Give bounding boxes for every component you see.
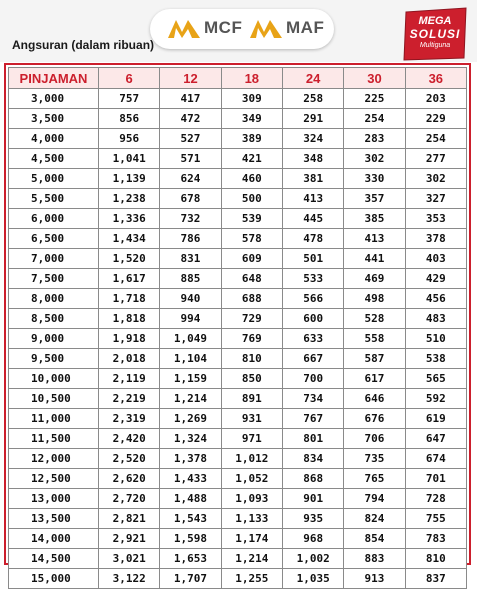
installment-cell: 734 bbox=[282, 389, 343, 409]
installment-cell: 1,718 bbox=[99, 289, 160, 309]
installment-cell: 767 bbox=[282, 409, 343, 429]
installment-cell: 1,049 bbox=[160, 329, 221, 349]
installment-cell: 472 bbox=[160, 109, 221, 129]
installment-cell: 931 bbox=[221, 409, 282, 429]
installment-cell: 648 bbox=[221, 269, 282, 289]
installment-cell: 527 bbox=[160, 129, 221, 149]
installment-cell: 1,598 bbox=[160, 529, 221, 549]
table-row bbox=[9, 529, 467, 549]
installment-cell: 417 bbox=[160, 89, 221, 109]
loan-amount-cell: 7,500 bbox=[9, 269, 99, 289]
installment-cell: 901 bbox=[282, 489, 343, 509]
installment-cell: 2,520 bbox=[99, 449, 160, 469]
installment-cell: 1,012 bbox=[221, 449, 282, 469]
installment-cell: 891 bbox=[221, 389, 282, 409]
installment-cell: 856 bbox=[99, 109, 160, 129]
installment-cell: 566 bbox=[282, 289, 343, 309]
loan-amount-cell: 9,000 bbox=[9, 329, 99, 349]
installment-cell: 1,139 bbox=[99, 169, 160, 189]
mountain-logo-icon bbox=[250, 20, 282, 38]
installment-cell: 728 bbox=[405, 489, 466, 509]
installment-cell: 1,336 bbox=[99, 209, 160, 229]
installment-cell: 357 bbox=[344, 189, 405, 209]
installment-cell: 1,434 bbox=[99, 229, 160, 249]
table-row bbox=[9, 349, 467, 369]
installment-cell: 2,018 bbox=[99, 349, 160, 369]
installment-cell: 441 bbox=[344, 249, 405, 269]
installment-cell: 633 bbox=[282, 329, 343, 349]
installment-cell: 324 bbox=[282, 129, 343, 149]
installment-cell: 500 bbox=[221, 189, 282, 209]
installment-cell: 258 bbox=[282, 89, 343, 109]
installment-cell: 1,488 bbox=[160, 489, 221, 509]
installment-cell: 609 bbox=[221, 249, 282, 269]
installment-cell: 854 bbox=[344, 529, 405, 549]
installment-cell: 327 bbox=[405, 189, 466, 209]
table-row bbox=[9, 149, 467, 169]
installment-cell: 349 bbox=[221, 109, 282, 129]
table-row bbox=[9, 409, 467, 429]
loan-amount-cell: 12,500 bbox=[9, 469, 99, 489]
loan-amount-cell: 8,000 bbox=[9, 289, 99, 309]
installment-cell: 968 bbox=[282, 529, 343, 549]
installment-cell: 837 bbox=[405, 569, 466, 589]
installment-cell: 674 bbox=[405, 449, 466, 469]
badge-text-multiguna: Multiguna bbox=[419, 42, 451, 49]
loan-amount-cell: 10,500 bbox=[9, 389, 99, 409]
installment-table bbox=[8, 67, 467, 589]
installment-cell: 385 bbox=[344, 209, 405, 229]
installment-cell: 309 bbox=[221, 89, 282, 109]
table-row bbox=[9, 449, 467, 469]
installment-cell: 831 bbox=[160, 249, 221, 269]
installment-cell: 646 bbox=[344, 389, 405, 409]
installment-cell: 885 bbox=[160, 269, 221, 289]
installment-cell: 429 bbox=[405, 269, 466, 289]
installment-cell: 460 bbox=[221, 169, 282, 189]
installment-cell: 456 bbox=[405, 289, 466, 309]
installment-cell: 1,133 bbox=[221, 509, 282, 529]
loan-amount-cell: 3,000 bbox=[9, 89, 99, 109]
installment-cell: 413 bbox=[282, 189, 343, 209]
installment-cell: 913 bbox=[344, 569, 405, 589]
installment-cell: 277 bbox=[405, 149, 466, 169]
installment-cell: 624 bbox=[160, 169, 221, 189]
installment-cell: 647 bbox=[405, 429, 466, 449]
installment-cell: 2,620 bbox=[99, 469, 160, 489]
installment-cell: 1,238 bbox=[99, 189, 160, 209]
installment-cell: 810 bbox=[405, 549, 466, 569]
installment-cell: 688 bbox=[221, 289, 282, 309]
loan-amount-cell: 8,500 bbox=[9, 309, 99, 329]
table-row bbox=[9, 429, 467, 449]
installment-cell: 1,543 bbox=[160, 509, 221, 529]
installment-cell: 302 bbox=[344, 149, 405, 169]
loan-amount-cell: 9,500 bbox=[9, 349, 99, 369]
installment-cell: 283 bbox=[344, 129, 405, 149]
installment-cell: 678 bbox=[160, 189, 221, 209]
loan-amount-cell: 13,000 bbox=[9, 489, 99, 509]
installment-cell: 701 bbox=[405, 469, 466, 489]
installment-cell: 1,041 bbox=[99, 149, 160, 169]
table-row bbox=[9, 489, 467, 509]
loan-amount-cell: 5,500 bbox=[9, 189, 99, 209]
column-header-loan: PINJAMAN bbox=[9, 68, 99, 89]
installment-cell: 225 bbox=[344, 89, 405, 109]
column-header-tenor: 36 bbox=[405, 68, 466, 89]
table-row bbox=[9, 189, 467, 209]
column-header-tenor: 12 bbox=[160, 68, 221, 89]
loan-amount-cell: 3,500 bbox=[9, 109, 99, 129]
table-subtitle: Angsuran (dalam ribuan) bbox=[12, 38, 155, 52]
table-row bbox=[9, 569, 467, 589]
installment-cell: 834 bbox=[282, 449, 343, 469]
installment-cell: 2,720 bbox=[99, 489, 160, 509]
installment-cell: 254 bbox=[405, 129, 466, 149]
column-header-tenor: 24 bbox=[282, 68, 343, 89]
installment-cell: 483 bbox=[405, 309, 466, 329]
installment-cell: 330 bbox=[344, 169, 405, 189]
table-row bbox=[9, 269, 467, 289]
installment-cell: 1,378 bbox=[160, 449, 221, 469]
installment-cell: 994 bbox=[160, 309, 221, 329]
installment-cell: 1,104 bbox=[160, 349, 221, 369]
installment-cell: 735 bbox=[344, 449, 405, 469]
installment-cell: 794 bbox=[344, 489, 405, 509]
mountain-logo-icon bbox=[168, 20, 200, 38]
installment-cell: 3,021 bbox=[99, 549, 160, 569]
badge-text-mega: MEGA bbox=[418, 15, 452, 27]
installment-cell: 578 bbox=[221, 229, 282, 249]
installment-cell: 824 bbox=[344, 509, 405, 529]
table-row bbox=[9, 229, 467, 249]
installment-cell: 1,255 bbox=[221, 569, 282, 589]
installment-cell: 729 bbox=[221, 309, 282, 329]
installment-cell: 1,002 bbox=[282, 549, 343, 569]
installment-cell: 539 bbox=[221, 209, 282, 229]
loan-amount-cell: 11,000 bbox=[9, 409, 99, 429]
installment-cell: 1,653 bbox=[160, 549, 221, 569]
installment-cell: 810 bbox=[221, 349, 282, 369]
header-bar bbox=[0, 0, 477, 62]
loan-amount-cell: 5,000 bbox=[9, 169, 99, 189]
table-row bbox=[9, 329, 467, 349]
loan-amount-cell: 13,500 bbox=[9, 509, 99, 529]
logo-text-maf: MAF bbox=[286, 18, 325, 37]
installment-cell: 1,707 bbox=[160, 569, 221, 589]
loan-amount-cell: 12,000 bbox=[9, 449, 99, 469]
installment-cell: 1,174 bbox=[221, 529, 282, 549]
installment-cell: 291 bbox=[282, 109, 343, 129]
installment-cell: 538 bbox=[405, 349, 466, 369]
column-header-tenor: 30 bbox=[344, 68, 405, 89]
installment-cell: 1,520 bbox=[99, 249, 160, 269]
installment-cell: 2,821 bbox=[99, 509, 160, 529]
installment-cell: 786 bbox=[160, 229, 221, 249]
installment-cell: 381 bbox=[282, 169, 343, 189]
installment-cell: 755 bbox=[405, 509, 466, 529]
installment-cell: 1,918 bbox=[99, 329, 160, 349]
table-header-row bbox=[9, 68, 467, 89]
logo-text-mcf: MCF bbox=[204, 18, 243, 37]
installment-cell: 1,324 bbox=[160, 429, 221, 449]
installment-cell: 1,818 bbox=[99, 309, 160, 329]
installment-cell: 403 bbox=[405, 249, 466, 269]
badge-text-solusi: SOLUSI bbox=[409, 27, 461, 41]
installment-cell: 706 bbox=[344, 429, 405, 449]
table-row bbox=[9, 289, 467, 309]
table-row bbox=[9, 169, 467, 189]
installment-cell: 348 bbox=[282, 149, 343, 169]
installment-cell: 389 bbox=[221, 129, 282, 149]
installment-cell: 1,214 bbox=[160, 389, 221, 409]
loan-amount-cell: 14,000 bbox=[9, 529, 99, 549]
installment-cell: 1,159 bbox=[160, 369, 221, 389]
installment-cell: 617 bbox=[344, 369, 405, 389]
loan-amount-cell: 4,500 bbox=[9, 149, 99, 169]
installment-cell: 868 bbox=[282, 469, 343, 489]
installment-cell: 1,269 bbox=[160, 409, 221, 429]
table-row bbox=[9, 309, 467, 329]
installment-cell: 2,319 bbox=[99, 409, 160, 429]
installment-cell: 565 bbox=[405, 369, 466, 389]
installment-cell: 850 bbox=[221, 369, 282, 389]
installment-cell: 533 bbox=[282, 269, 343, 289]
installment-cell: 732 bbox=[160, 209, 221, 229]
loan-amount-cell: 6,000 bbox=[9, 209, 99, 229]
installment-cell: 501 bbox=[282, 249, 343, 269]
installment-cell: 592 bbox=[405, 389, 466, 409]
table-row bbox=[9, 369, 467, 389]
installment-cell: 757 bbox=[99, 89, 160, 109]
loan-amount-cell: 14,500 bbox=[9, 549, 99, 569]
installment-cell: 700 bbox=[282, 369, 343, 389]
installment-cell: 935 bbox=[282, 509, 343, 529]
installment-cell: 765 bbox=[344, 469, 405, 489]
installment-cell: 783 bbox=[405, 529, 466, 549]
loan-amount-cell: 11,500 bbox=[9, 429, 99, 449]
installment-cell: 801 bbox=[282, 429, 343, 449]
installment-cell: 2,420 bbox=[99, 429, 160, 449]
installment-cell: 478 bbox=[282, 229, 343, 249]
table-row bbox=[9, 129, 467, 149]
installment-cell: 619 bbox=[405, 409, 466, 429]
loan-amount-cell: 4,000 bbox=[9, 129, 99, 149]
table-row bbox=[9, 469, 467, 489]
installment-cell: 413 bbox=[344, 229, 405, 249]
brand-logo bbox=[150, 9, 334, 49]
installment-cell: 254 bbox=[344, 109, 405, 129]
installment-cell: 421 bbox=[221, 149, 282, 169]
table-row bbox=[9, 549, 467, 569]
installment-cell: 528 bbox=[344, 309, 405, 329]
installment-cell: 956 bbox=[99, 129, 160, 149]
installment-cell: 940 bbox=[160, 289, 221, 309]
installment-cell: 676 bbox=[344, 409, 405, 429]
installment-cell: 2,119 bbox=[99, 369, 160, 389]
installment-cell: 883 bbox=[344, 549, 405, 569]
table-row bbox=[9, 89, 467, 109]
installment-cell: 1,035 bbox=[282, 569, 343, 589]
loan-amount-cell: 10,000 bbox=[9, 369, 99, 389]
installment-cell: 2,921 bbox=[99, 529, 160, 549]
installment-cell: 600 bbox=[282, 309, 343, 329]
installment-cell: 229 bbox=[405, 109, 466, 129]
installment-cell: 587 bbox=[344, 349, 405, 369]
column-header-tenor: 18 bbox=[221, 68, 282, 89]
table-row bbox=[9, 109, 467, 129]
installment-cell: 445 bbox=[282, 209, 343, 229]
installment-table-frame bbox=[4, 63, 471, 585]
installment-cell: 498 bbox=[344, 289, 405, 309]
loan-amount-cell: 6,500 bbox=[9, 229, 99, 249]
installment-cell: 769 bbox=[221, 329, 282, 349]
installment-cell: 571 bbox=[160, 149, 221, 169]
installment-cell: 353 bbox=[405, 209, 466, 229]
mega-solusi-badge bbox=[400, 6, 470, 62]
installment-cell: 1,617 bbox=[99, 269, 160, 289]
table-row bbox=[9, 249, 467, 269]
table-row bbox=[9, 209, 467, 229]
table-row bbox=[9, 389, 467, 409]
column-header-tenor: 6 bbox=[99, 68, 160, 89]
installment-cell: 558 bbox=[344, 329, 405, 349]
installment-cell: 3,122 bbox=[99, 569, 160, 589]
installment-cell: 2,219 bbox=[99, 389, 160, 409]
installment-cell: 510 bbox=[405, 329, 466, 349]
installment-cell: 378 bbox=[405, 229, 466, 249]
installment-cell: 1,093 bbox=[221, 489, 282, 509]
installment-cell: 1,214 bbox=[221, 549, 282, 569]
installment-cell: 667 bbox=[282, 349, 343, 369]
installment-cell: 1,433 bbox=[160, 469, 221, 489]
loan-amount-cell: 7,000 bbox=[9, 249, 99, 269]
installment-cell: 203 bbox=[405, 89, 466, 109]
installment-cell: 302 bbox=[405, 169, 466, 189]
loan-amount-cell: 15,000 bbox=[9, 569, 99, 589]
installment-cell: 971 bbox=[221, 429, 282, 449]
installment-cell: 469 bbox=[344, 269, 405, 289]
installment-cell: 1,052 bbox=[221, 469, 282, 489]
table-row bbox=[9, 509, 467, 529]
